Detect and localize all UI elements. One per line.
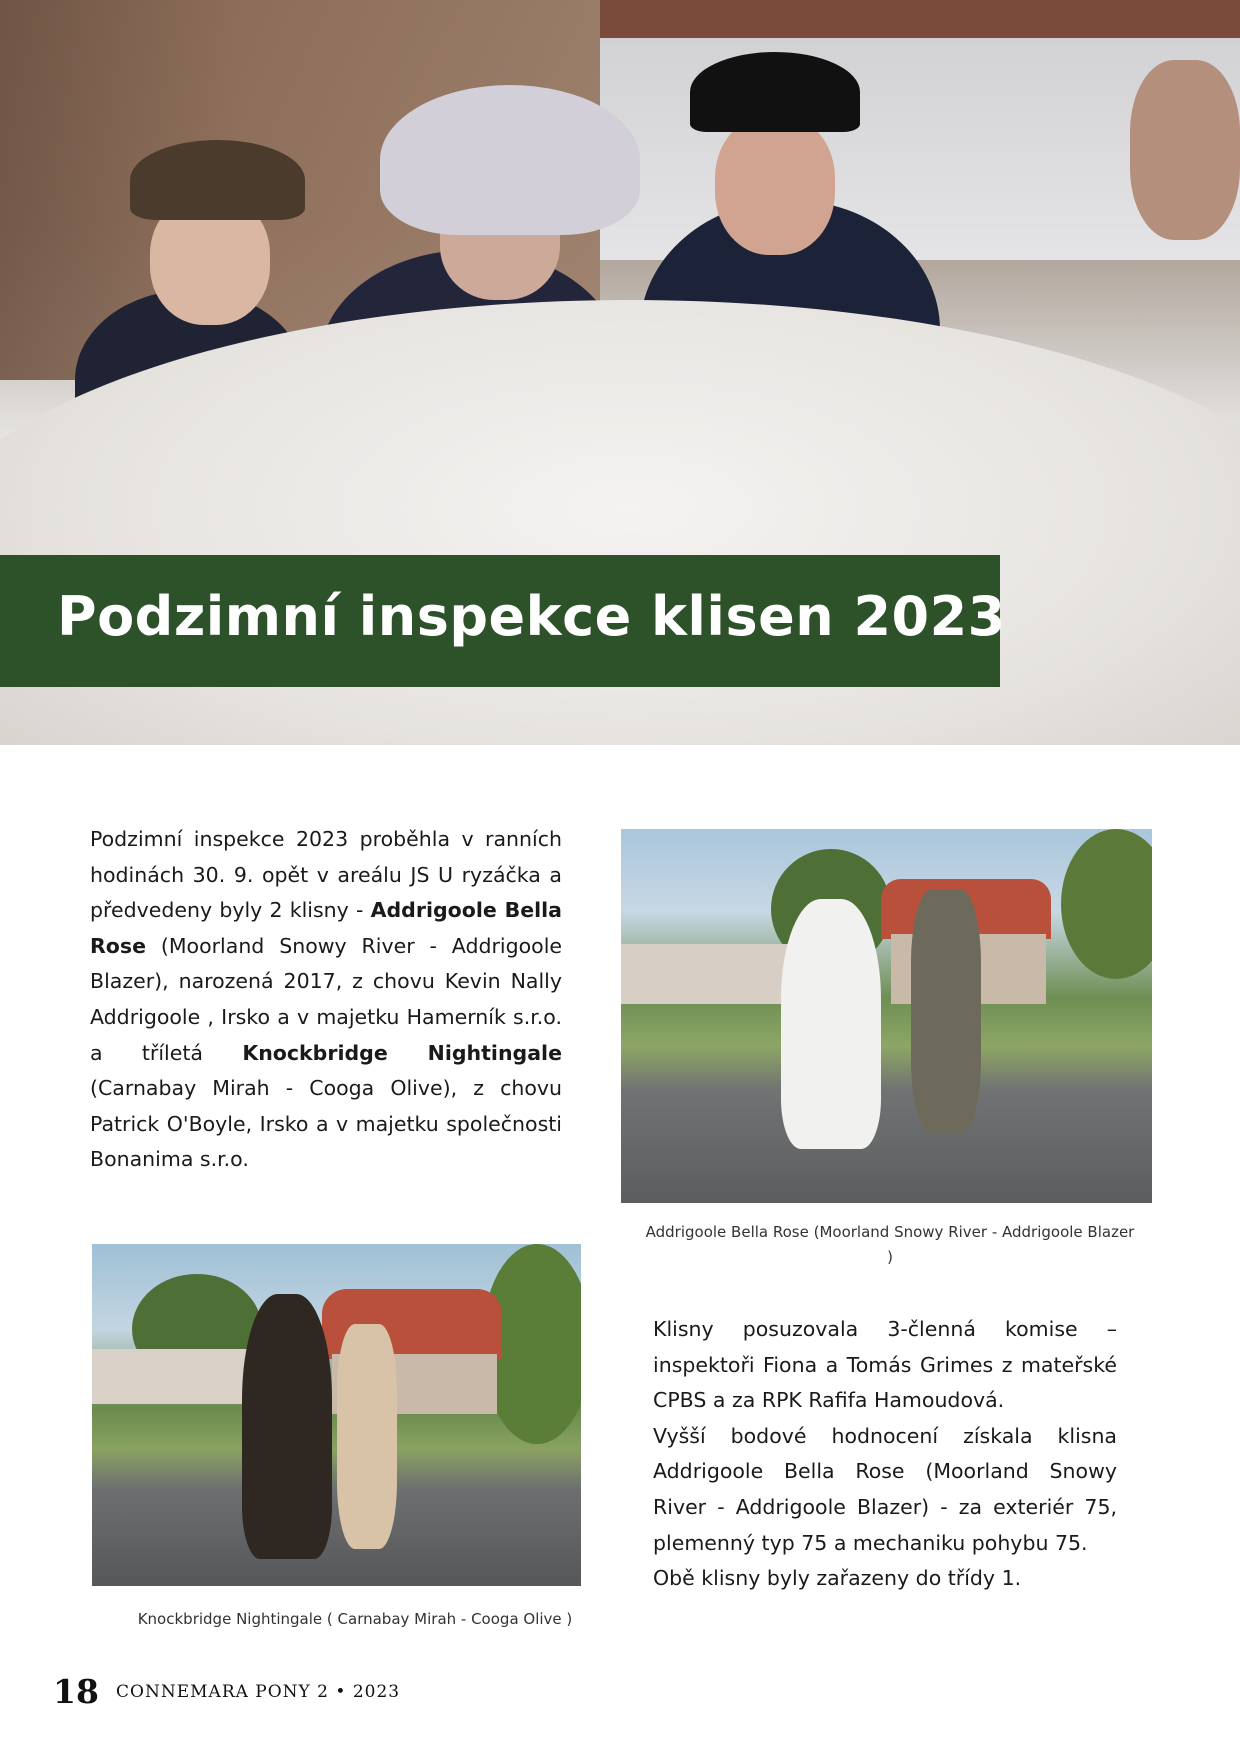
intro-paragraph bbox=[90, 822, 562, 1178]
photo-nightingale bbox=[92, 1244, 581, 1586]
brown-hat bbox=[130, 140, 305, 220]
inspector-right-face bbox=[715, 115, 835, 255]
horse-name-nightingale: Knockbridge Nightingale bbox=[242, 1040, 562, 1065]
tree bbox=[1061, 829, 1152, 979]
caption-nightingale: Knockbridge Nightingale ( Carnabay Mirah - Cooga Olive ) bbox=[137, 1610, 573, 1628]
committee-text: Klisny posuzovala 3-členná komise – inspektoři Fiona a Tomás Grimes z mateřské CPBS a za RPK Rafifa Hamoudová. bbox=[653, 1317, 1117, 1413]
score-text: Vyšší bodové hodnocení získala klisna Addrigoole Bella Rose (Moorland Snowy River - Addrigoole Blazer) - za exteriér 75, plemenný typ 75 a mechaniku pohybu 75. bbox=[653, 1423, 1117, 1555]
dark-horse bbox=[242, 1294, 332, 1559]
caption-bella-rose: Addrigoole Bella Rose (Moorland Snowy River - Addrigoole Blazer ) bbox=[645, 1223, 1135, 1266]
bowler-hat bbox=[690, 52, 860, 132]
results-paragraph bbox=[653, 1312, 1117, 1597]
intro-text-2: (Moorland Snowy River - Addrigoole Blazer), narozená 2017, z chovu Kevin Nally Addrigoole , Irsko a v majetku Hamerník s.r.o. a tříletá bbox=[90, 933, 562, 1065]
photo-bella-rose bbox=[621, 829, 1152, 1203]
handler bbox=[337, 1324, 397, 1549]
house bbox=[92, 1349, 262, 1404]
footer bbox=[53, 1672, 400, 1711]
class-text: Obě klisny byly zařazeny do třídy 1. bbox=[653, 1566, 1022, 1591]
page-number: 18 bbox=[53, 1672, 99, 1711]
magazine-name: CONNEMARA PONY 2 • 2023 bbox=[116, 1681, 401, 1702]
page-title: Podzimní inspekce klisen 2023 bbox=[57, 585, 1006, 648]
spectator bbox=[1130, 60, 1240, 240]
intro-text-1: Podzimní inspekce 2023 proběhla v ranních hodinách 30. 9. opět v areálu JS U ryzáčka a předvedeny byly 2 klisny - bbox=[90, 827, 562, 923]
house bbox=[621, 944, 801, 1004]
roof bbox=[600, 0, 1240, 38]
title-band bbox=[0, 555, 1006, 687]
hero-photo bbox=[0, 0, 1240, 745]
handler bbox=[911, 889, 981, 1134]
intro-text-3: (Carnabay Mirah - Cooga Olive), z chovu Patrick O'Boyle, Irsko a v majetku společnosti Bonanima s.r.o. bbox=[90, 1076, 562, 1172]
white-hat bbox=[380, 85, 640, 235]
white-horse bbox=[781, 899, 881, 1149]
horse-name-bella-rose: Addrigoole Bella Rose bbox=[90, 898, 562, 958]
